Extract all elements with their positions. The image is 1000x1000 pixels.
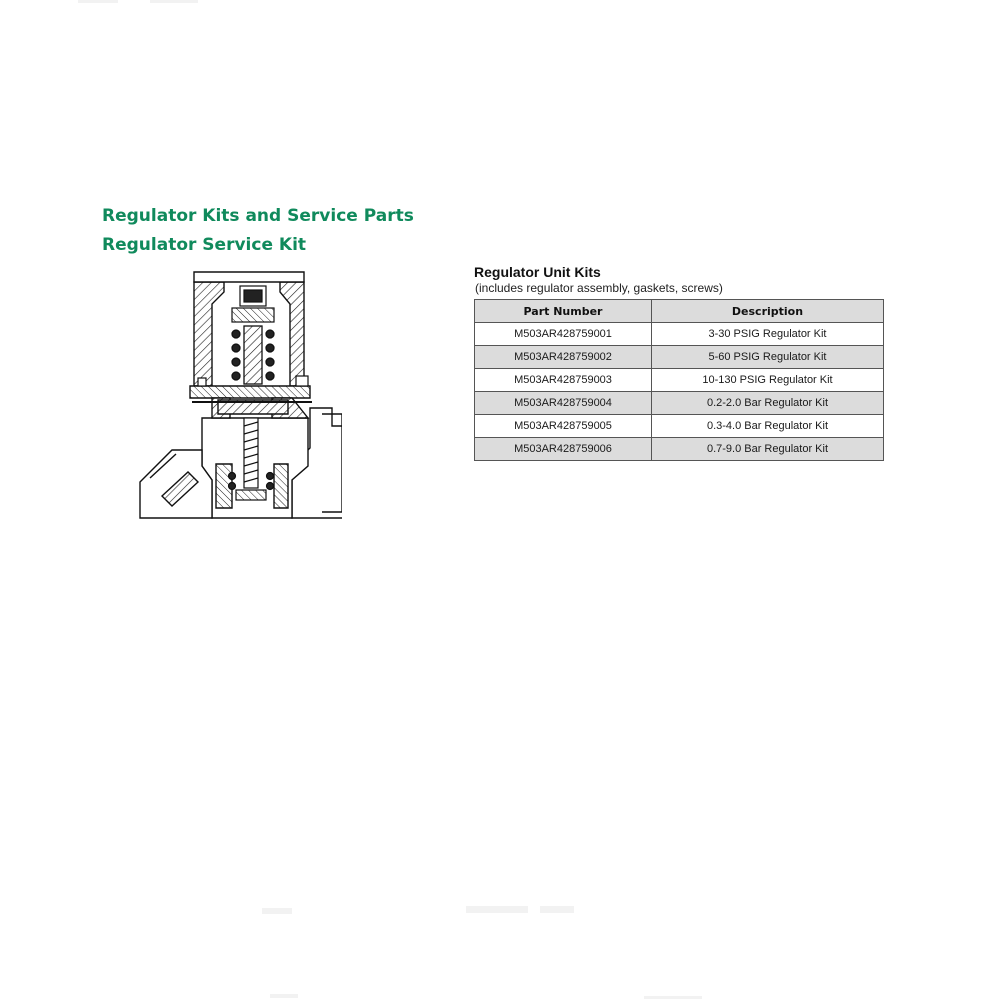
part-number-cell: M503AR428759004 [475,392,652,415]
kits-table [474,299,884,461]
column-header-part-number: Part Number [475,300,652,323]
table-row [475,369,884,392]
kits-title: Regulator Unit Kits [474,264,601,280]
table-header-row [475,300,884,323]
part-number-cell: M503AR428759003 [475,369,652,392]
column-header-description: Description [652,300,884,323]
description-cell: 0.2-2.0 Bar Regulator Kit [652,392,884,415]
description-cell: 10-130 PSIG Regulator Kit [652,369,884,392]
regulator-unit-kits [474,264,884,461]
part-number-cell: M503AR428759005 [475,415,652,438]
description-cell: 3-30 PSIG Regulator Kit [652,323,884,346]
table-row [475,392,884,415]
regulator-cross-section-diagram [132,268,342,520]
table-row [475,323,884,346]
table-row [475,415,884,438]
description-cell: 5-60 PSIG Regulator Kit [652,346,884,369]
part-number-cell: M503AR428759006 [475,438,652,461]
section-heading: Regulator Kits and Service Parts [102,206,414,226]
description-cell: 0.7-9.0 Bar Regulator Kit [652,438,884,461]
adjusting-screw [232,286,274,322]
table-row [475,438,884,461]
subsection-heading: Regulator Service Kit [102,235,307,255]
valve-stem [244,418,258,488]
description-cell: 0.3-4.0 Bar Regulator Kit [652,415,884,438]
part-number-cell: M503AR428759001 [475,323,652,346]
range-spring [232,326,274,384]
kits-subtitle: (includes regulator assembly, gaskets, screws) [475,281,723,295]
table-row [475,346,884,369]
part-number-cell: M503AR428759002 [475,346,652,369]
